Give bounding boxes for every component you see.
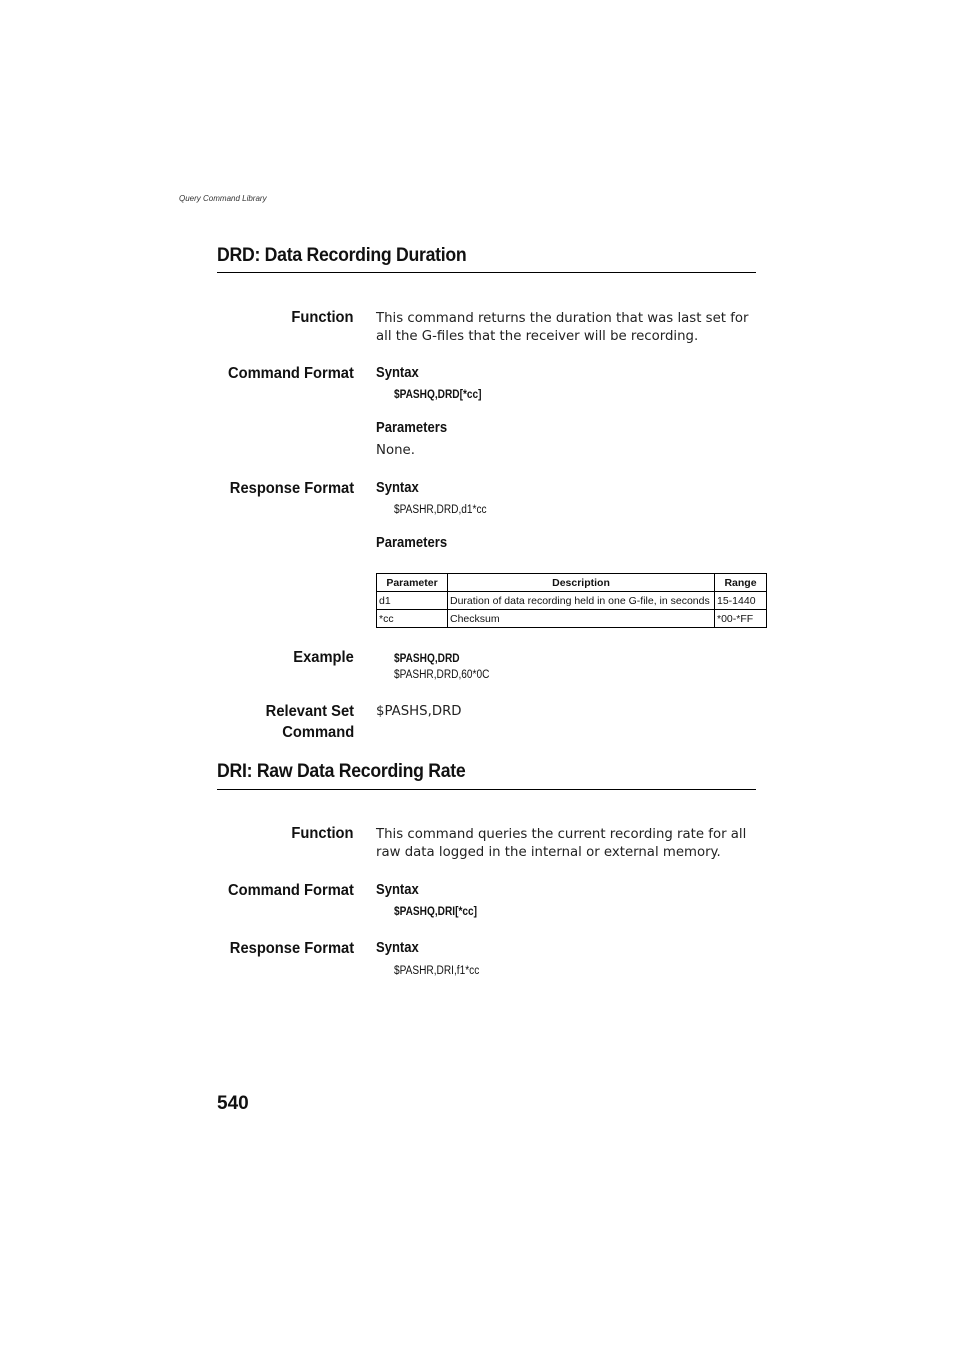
dri-cmd-syntax-label: Syntax [376, 882, 419, 898]
table-cell: Duration of data recording held in one G-file, in seconds [448, 592, 715, 610]
dri-response-format-label: Response Format [229, 940, 354, 957]
dri-command-format-label: Command Format [228, 882, 354, 899]
drd-function-label: Function [291, 309, 354, 326]
drd-title-rule [217, 272, 756, 273]
table-header-description: Description [448, 574, 715, 592]
drd-function-text: This command returns the duration that was last set for all the G-files that the receiver will be recording. [376, 311, 749, 344]
dri-function-text: This command queries the current recording rate for all raw data logged in the internal or external memory. [376, 827, 747, 860]
table-header-range: Range [715, 574, 767, 592]
drd-example-response: $PASHR,DRD,60*0C [394, 669, 490, 681]
drd-command-format-label: Command Format [228, 365, 354, 382]
page-number: 540 [217, 1093, 249, 1114]
table-cell: d1 [377, 592, 448, 610]
table-cell: Checksum [448, 610, 715, 628]
dri-function-label: Function [291, 825, 354, 842]
drd-relevant-label-line2: Command [282, 724, 354, 741]
drd-example-query: $PASHQ,DRD [394, 653, 460, 665]
drd-response-format-label: Response Format [229, 480, 354, 497]
drd-relevant-label-line1: Relevant Set [265, 703, 354, 720]
drd-resp-parameters-label: Parameters [376, 535, 448, 551]
drd-parameters-table [376, 573, 767, 628]
running-head: Query Command Library [179, 194, 267, 203]
table-row [377, 610, 767, 628]
drd-resp-syntax: $PASHR,DRD,d1*cc [394, 504, 487, 516]
dri-cmd-syntax: $PASHQ,DRI[*cc] [394, 906, 478, 918]
table-header-parameter: Parameter [377, 574, 448, 592]
drd-cmd-syntax: $PASHQ,DRD[*cc] [394, 389, 482, 401]
drd-example-label: Example [293, 649, 354, 666]
table-cell: *00-*FF [715, 610, 767, 628]
table-header-row [377, 574, 767, 592]
table-row [377, 592, 767, 610]
drd-cmd-parameters-label: Parameters [376, 420, 448, 436]
drd-cmd-syntax-label: Syntax [376, 365, 419, 381]
dri-resp-syntax-label: Syntax [376, 940, 419, 956]
dri-title-rule [217, 789, 756, 790]
drd-relevant-value: $PASHS,DRD [376, 704, 462, 719]
table-cell: 15-1440 [715, 592, 767, 610]
dri-resp-syntax: $PASHR,DRI,f1*cc [394, 965, 480, 977]
drd-resp-syntax-label: Syntax [376, 480, 419, 496]
drd-cmd-parameters-text: None. [376, 443, 415, 458]
dri-section-title: DRI: Raw Data Recording Rate [217, 761, 466, 782]
table-cell: *cc [377, 610, 448, 628]
drd-section-title: DRD: Data Recording Duration [217, 245, 467, 266]
